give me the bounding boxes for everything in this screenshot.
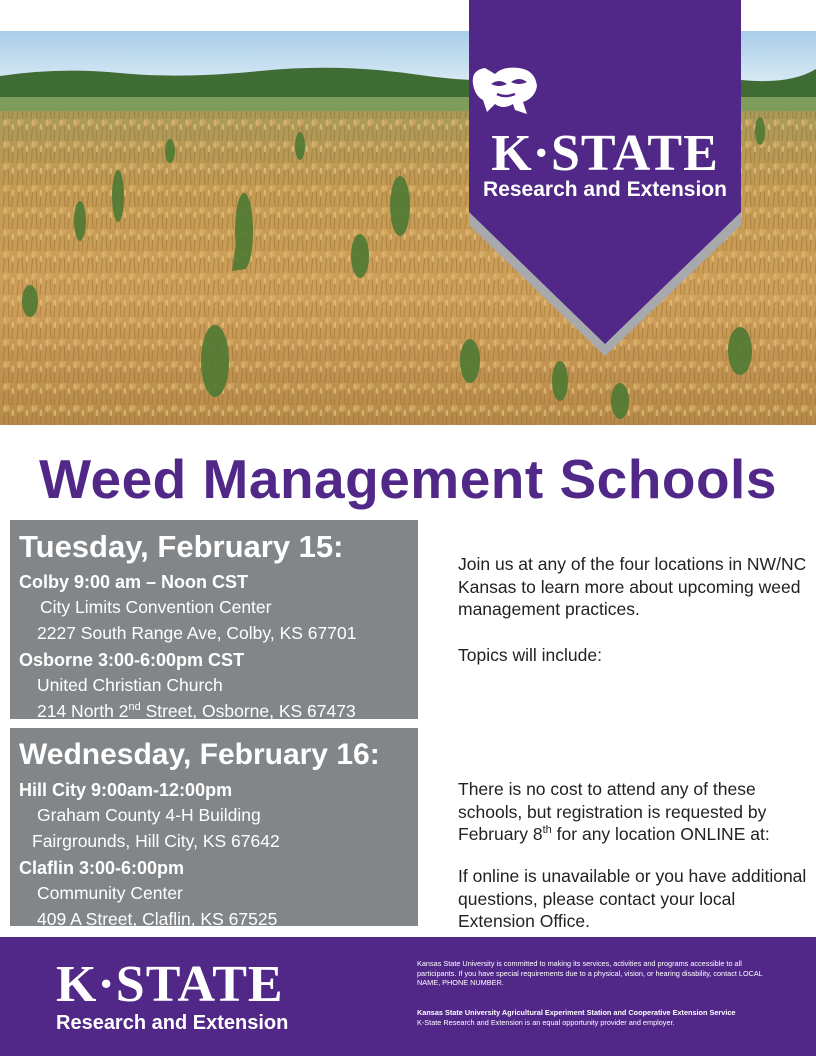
location-venue: Graham County 4-H Building bbox=[37, 805, 261, 825]
topics-text: Topics will include: bbox=[458, 645, 602, 665]
banner-brand: K·STATE bbox=[491, 125, 719, 182]
contact-text: If online is unavailable or you have additional questions, please contact your local Extension Office. bbox=[458, 866, 807, 931]
footer bbox=[0, 937, 816, 1056]
location-address: 214 North 2nd Street, Osborne, KS 67473 bbox=[37, 701, 356, 721]
schedule-box-tuesday bbox=[10, 520, 418, 719]
location-address: 409 A Street, Claflin, KS 67525 bbox=[37, 909, 278, 929]
day-heading: Wednesday, February 16: bbox=[19, 738, 380, 771]
day-heading: Tuesday, February 15: bbox=[19, 529, 344, 564]
kstate-banner bbox=[469, 0, 741, 356]
footer-equal-opportunity: Kansas State University Agricultural Experiment Station and Cooperative Extension Service K-State Research and Extension is an equal opportunity provider and employer. bbox=[417, 1008, 736, 1027]
page-title: Weed Management Schools bbox=[39, 448, 777, 510]
location-venue: United Christian Church bbox=[37, 675, 223, 695]
location-heading: Claflin 3:00-6:00pm bbox=[19, 858, 185, 878]
location-address: Fairgrounds, Hill City, KS 67642 bbox=[32, 831, 280, 851]
banner-subtitle: Research and Extension bbox=[483, 178, 727, 201]
footer-accessibility-notice: Kansas State University is committed to making its services, activities and programs accessible to all participants. If you have special requirements due to a physical, vision, or hearing disability, contact LOCAL NAME, PHONE NUMBER. bbox=[417, 959, 763, 988]
location-venue: City Limits Convention Center bbox=[40, 597, 272, 617]
location-heading: Osborne 3:00-6:00pm CST bbox=[19, 650, 245, 670]
location-address: 2227 South Range Ave, Colby, KS 67701 bbox=[37, 623, 357, 643]
registration-text: There is no cost to attend any of these schools, but registration is requested by February 8th for any location ONLINE at: bbox=[458, 779, 770, 844]
schedule-box-wednesday bbox=[10, 728, 418, 929]
intro-text: Join us at any of the four locations in NW/NC Kansas to learn more about upcoming weed management practices. bbox=[458, 554, 807, 619]
footer-brand: K·STATE bbox=[56, 956, 284, 1013]
location-heading: Hill City 9:00am-12:00pm bbox=[19, 780, 233, 800]
footer-subtitle: Research and Extension bbox=[56, 1012, 289, 1034]
location-venue: Community Center bbox=[37, 883, 183, 903]
location-heading: Colby 9:00 am – Noon CST bbox=[19, 572, 249, 592]
